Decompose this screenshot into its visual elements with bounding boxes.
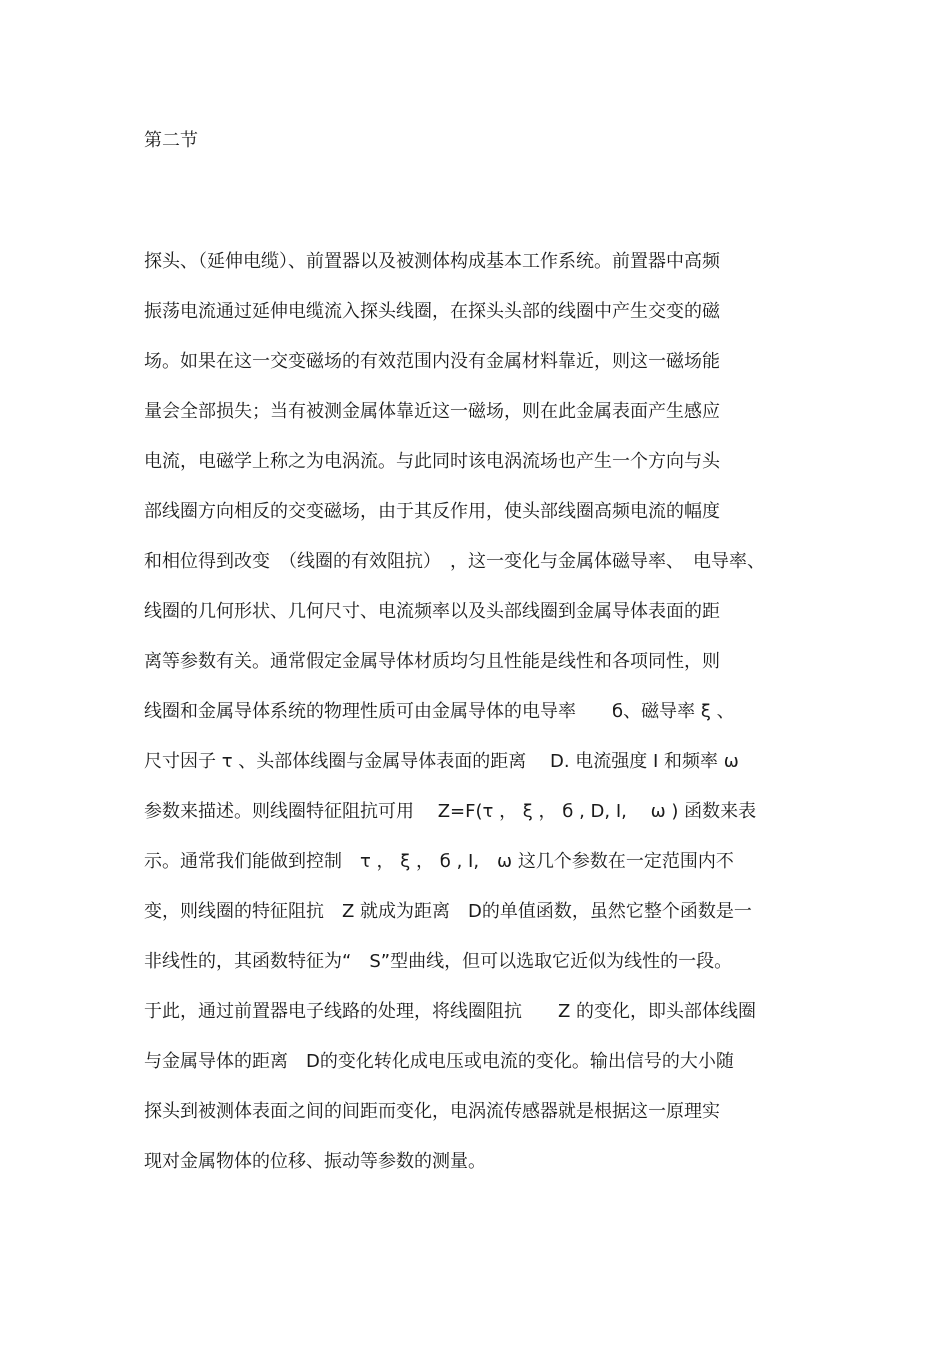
text-line: 电流，电磁学上称之为电涡流。与此同时该电涡流场也产生一个方向与头 <box>144 451 720 472</box>
text-line: 场。如果在这一交变磁场的有效范围内没有金属材料靠近，则这一磁场能 <box>144 351 720 372</box>
section-title: 第二节 <box>144 130 198 151</box>
text-line: 线圈和金属导体系统的物理性质可由金属导体的电导率 б、磁导率 ξ 、 <box>144 701 735 722</box>
text-line: 部线圈方向相反的交变磁场，由于其反作用，使头部线圈高频电流的幅度 <box>144 501 720 522</box>
body-paragraph <box>144 249 844 1199</box>
text-line: 振荡电流通过延伸电缆流入探头线圈，在探头头部的线圈中产生交变的磁 <box>144 301 720 322</box>
text-line: 与金属导体的距离 D的变化转化成电压或电流的变化。输出信号的大小随 <box>144 1051 734 1072</box>
text-line: 非线性的，其函数特征为“ S”型曲线，但可以选取它近似为线性的一段。 <box>144 951 733 972</box>
text-line: 离等参数有关。通常假定金属导体材质均匀且性能是线性和各项同性，则 <box>144 651 720 672</box>
text-line: 探头、（延伸电缆）、前置器以及被测体构成基本工作系统。前置器中高频 <box>144 251 720 272</box>
text-line: 示。通常我们能做到控制 τ ， ξ ， б , I, ω 这几个参数在一定范围内不 <box>144 851 734 872</box>
text-line: 探头到被测体表面之间的间距而变化，电涡流传感器就是根据这一原理实 <box>144 1101 720 1122</box>
text-line: 尺寸因子 τ 、头部体线圈与金属导体表面的距离 D. 电流强度 I 和频率 ω <box>144 751 739 772</box>
text-line: 现对金属物体的位移、振动等参数的测量。 <box>144 1151 486 1172</box>
text-line: 量会全部损失；当有被测金属体靠近这一磁场，则在此金属表面产生感应 <box>144 401 720 422</box>
text-line: 线圈的几何形状、几何尺寸、电流频率以及头部线圈到金属导体表面的距 <box>144 601 720 622</box>
text-line: 于此，通过前置器电子线路的处理，将线圈阻抗 Z 的变化，即头部体线圈 <box>144 1001 757 1022</box>
text-line: 参数来描述。则线圈特征阻抗可用 Z=F(τ ， ξ ， б , D, I, ω ) 函数来表 <box>144 801 757 822</box>
text-line: 变，则线圈的特征阻抗 Z 就成为距离 D的单值函数，虽然它整个函数是一 <box>144 901 752 922</box>
text-line: 和相位得到改变 （线圈的有效阻抗） ，这一变化与金属体磁导率、 电导率、 <box>144 551 765 572</box>
